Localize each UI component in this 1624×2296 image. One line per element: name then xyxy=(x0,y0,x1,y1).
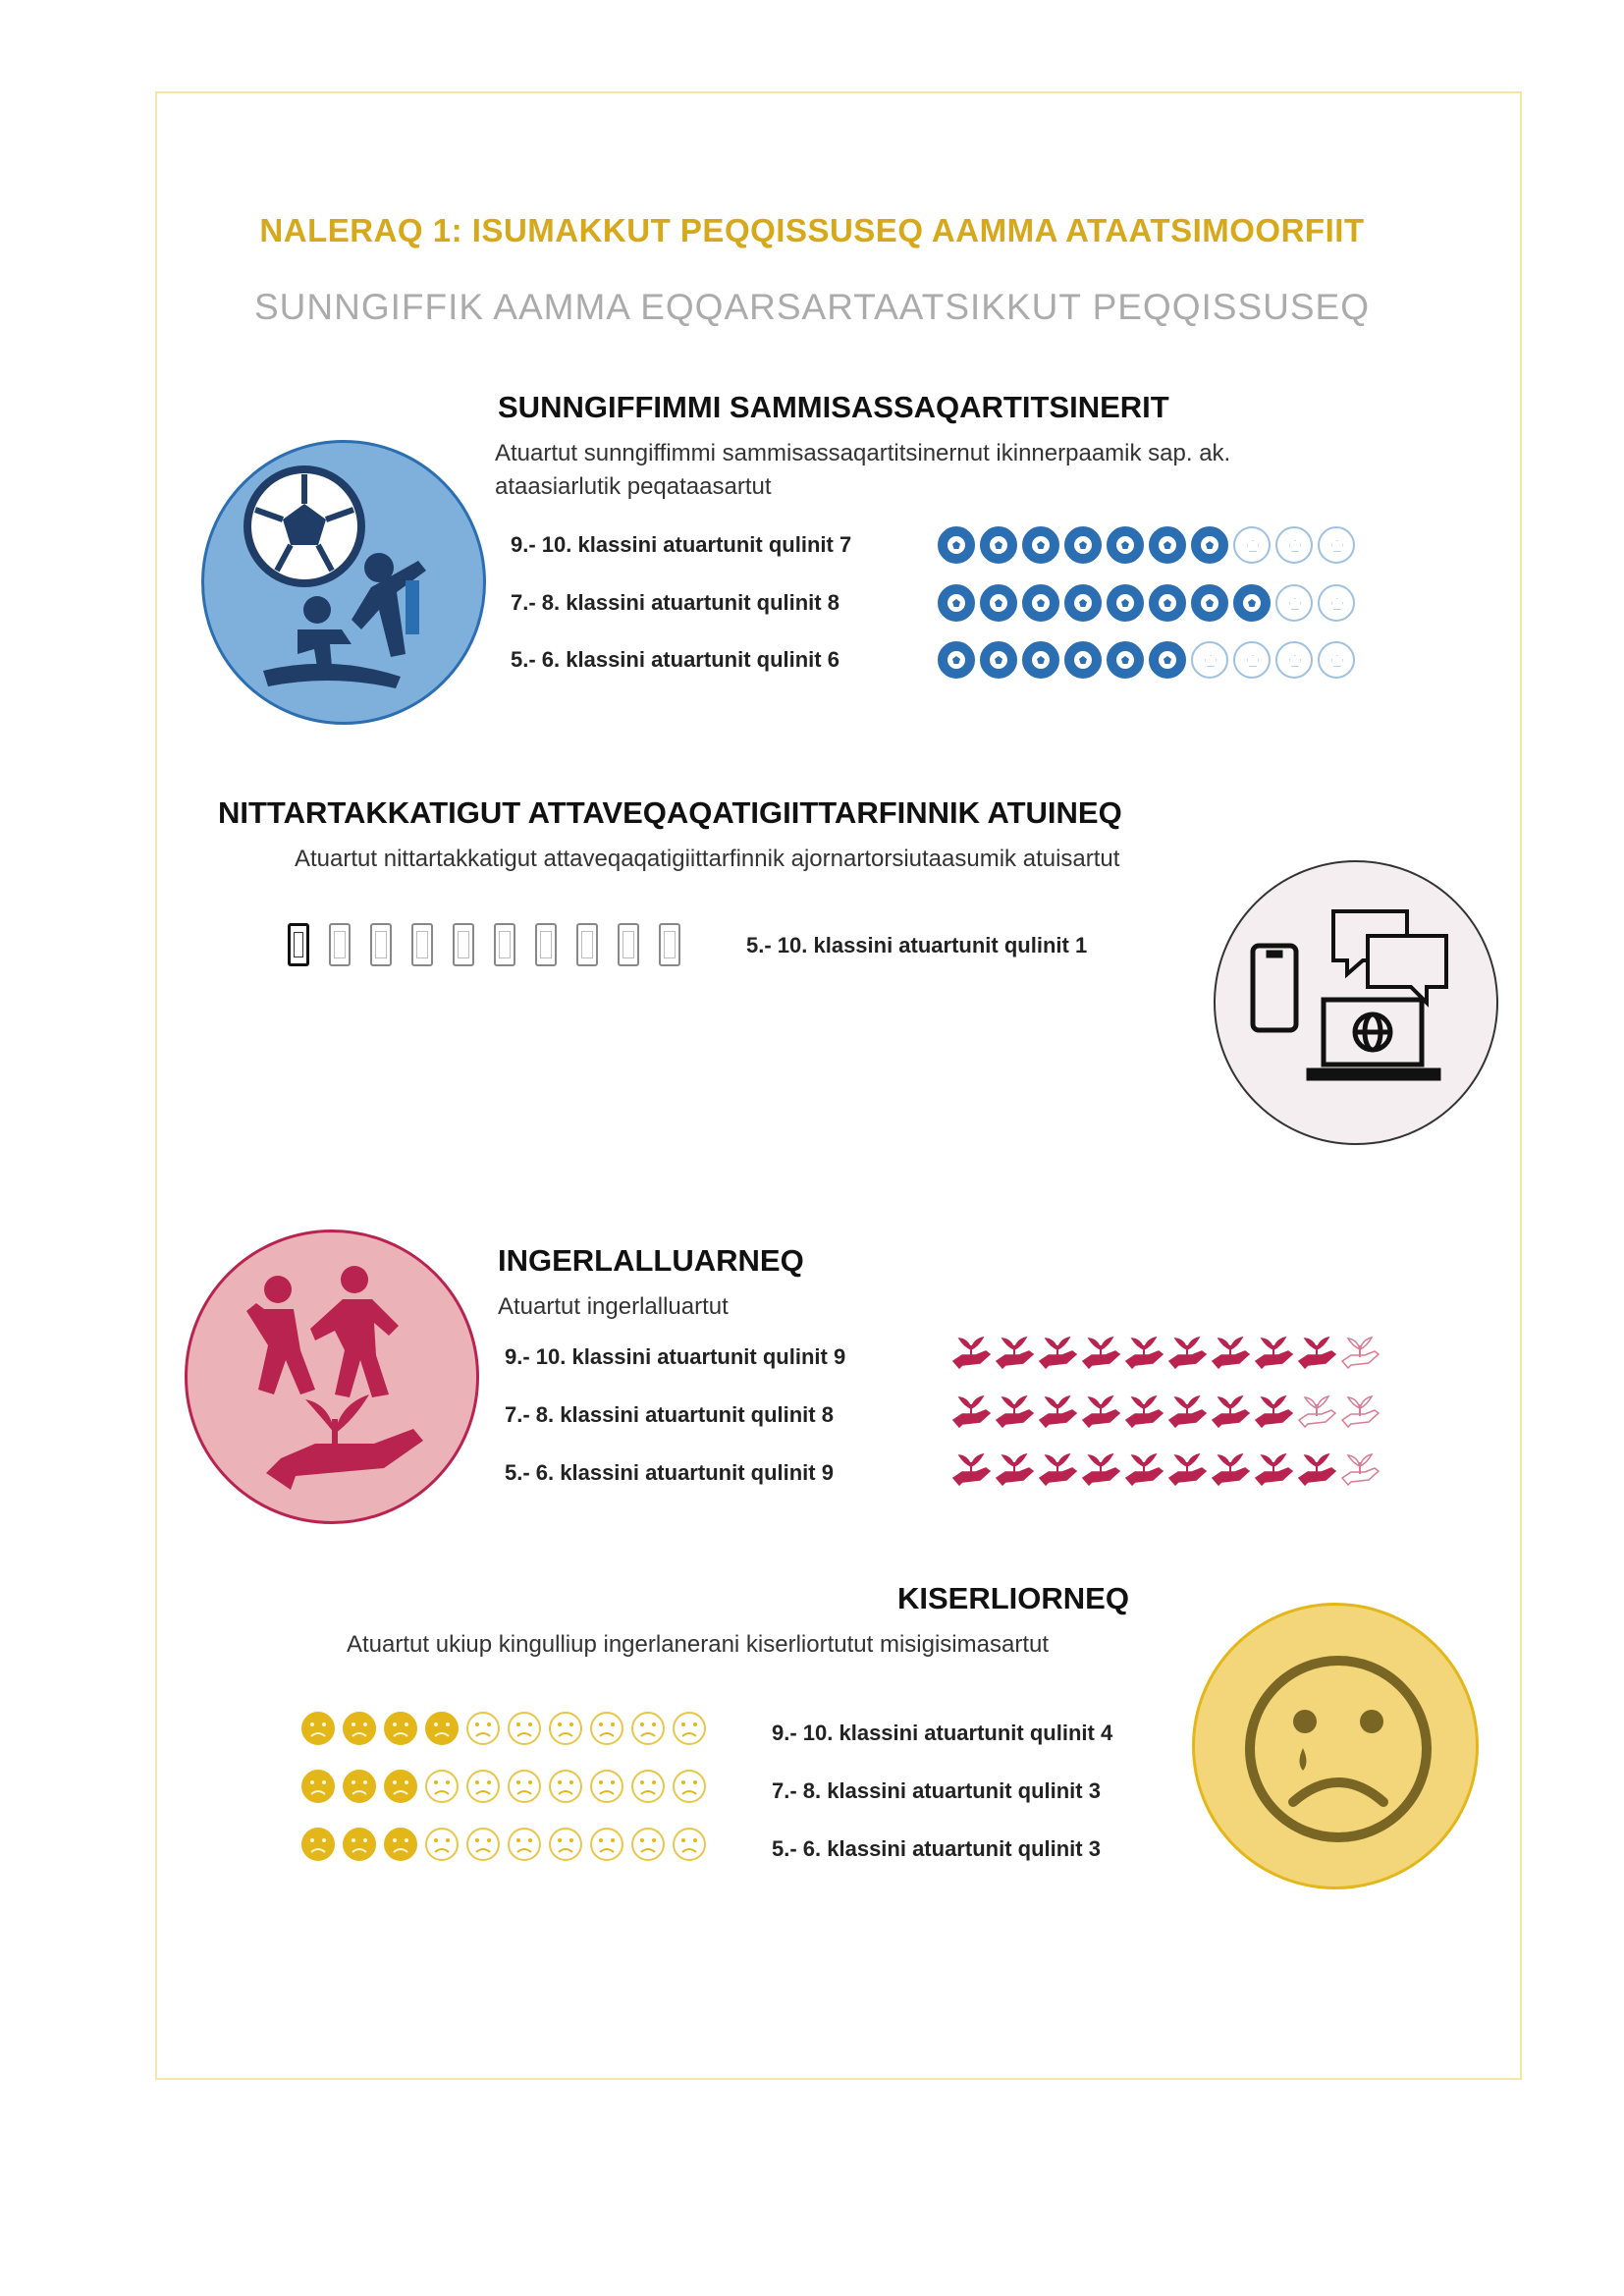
soccer-ball-icon-filled xyxy=(980,584,1017,622)
mobile-phone-icon xyxy=(1253,946,1296,1030)
phone-icon-empty xyxy=(370,923,392,966)
chat-bubbles-icon xyxy=(1333,911,1446,1003)
loneliness-description: Atuartut ukiup kingulliup ingerlanerani kiserliortutut misigisimasartut xyxy=(347,1631,1049,1658)
digital-illustration xyxy=(1214,860,1498,1145)
page-subtitle: SUNNGIFFIK AAMMA EQQARSARTAATSIKKUT PEQQISSUSEQ xyxy=(254,287,1370,327)
digital-description: Atuartut nittartakkatigut attaveqaqatigiittarfinnik ajornartorsiutaasumik atuisartut xyxy=(295,846,1120,872)
sad-face-icon-filled xyxy=(383,1769,418,1809)
hand-plant-icon-filled xyxy=(1210,1336,1251,1374)
sad-face-icon-filled xyxy=(300,1711,336,1751)
hand-plant-icon-empty xyxy=(1339,1394,1380,1433)
soccer-ball-icon-filled xyxy=(980,526,1017,564)
wellbeing-row-label: 7.- 8. klassini atuartunit qulinit 8 xyxy=(505,1402,834,1427)
soccer-ball-icon-filled xyxy=(1191,584,1228,622)
phone-icon-empty xyxy=(494,923,515,966)
hand-plant-icon-filled xyxy=(1037,1394,1078,1433)
soccer-ball-icon-filled xyxy=(938,641,975,679)
soccer-ball-icon-filled xyxy=(1107,641,1144,679)
hand-plant-icon-filled xyxy=(994,1394,1035,1433)
loneliness-illustration xyxy=(1192,1603,1479,1889)
sad-face-icon-filled xyxy=(383,1711,418,1751)
hand-plant-icon-empty xyxy=(1339,1452,1380,1491)
sad-face-icon-empty xyxy=(548,1711,583,1751)
wellbeing-icon-row xyxy=(950,1452,1380,1491)
soccer-ball-icon-empty xyxy=(1233,526,1271,564)
sad-face-icon-empty xyxy=(424,1769,460,1809)
hand-plant-icon-filled xyxy=(1037,1336,1078,1374)
sad-face-icon-filled xyxy=(300,1769,336,1809)
soccer-ball-icon-filled xyxy=(1233,584,1271,622)
wellbeing-row-label: 9.- 10. klassini atuartunit qulinit 9 xyxy=(505,1344,846,1369)
soccer-ball-icon-filled xyxy=(1149,641,1186,679)
soccer-ball-icon-empty xyxy=(1318,526,1355,564)
soccer-ball-icon-empty xyxy=(1318,641,1355,679)
sport-description: Atuartut sunngiffimmi sammisassaqartitsinernut ikinnerpaamik sap. ak. ataasiarlutik peqataasartut xyxy=(495,440,1231,500)
hand-plant-icon-empty xyxy=(1339,1336,1380,1374)
soccer-ball-icon-filled xyxy=(1149,584,1186,622)
hand-plant-icon-filled xyxy=(1166,1336,1208,1374)
sad-face-icon-filled xyxy=(383,1827,418,1867)
hand-plant-icon-filled xyxy=(1123,1336,1164,1374)
soccer-ball-icon-filled xyxy=(1064,584,1102,622)
sad-face-icon-filled xyxy=(342,1769,377,1809)
sad-face-icon-empty xyxy=(672,1769,707,1809)
sad-face-icon-empty xyxy=(548,1827,583,1867)
hand-plant-icon-filled xyxy=(1253,1336,1294,1374)
phone-icon-empty xyxy=(411,923,433,966)
sport-icon-row xyxy=(938,641,1355,679)
soccer-ball-icon-filled xyxy=(1022,641,1059,679)
soccer-ball-icon-filled xyxy=(938,526,975,564)
hand-plant-icon xyxy=(266,1394,423,1490)
sad-face-icon-empty xyxy=(465,1711,501,1751)
loneliness-row-label: 5.- 6. klassini atuartunit qulinit 3 xyxy=(772,1836,1101,1861)
soccer-ball-icon-empty xyxy=(1275,526,1313,564)
hand-plant-icon-filled xyxy=(1080,1452,1121,1491)
digital-row-label: 5.- 10. klassini atuartunit qulinit 1 xyxy=(746,933,1088,957)
sad-face-icon-empty xyxy=(507,1827,542,1867)
loneliness-heading: KISERLIORNEQ xyxy=(897,1581,1129,1615)
phone-icon-filled xyxy=(288,923,309,966)
sad-face-icon-filled xyxy=(342,1711,377,1751)
wellbeing-row-label: 5.- 6. klassini atuartunit qulinit 9 xyxy=(505,1460,834,1485)
hand-plant-icon-filled xyxy=(950,1336,992,1374)
hand-plant-icon-filled xyxy=(1210,1452,1251,1491)
hand-plant-icon-filled xyxy=(950,1394,992,1433)
soccer-ball-icon-empty xyxy=(1275,584,1313,622)
hand-plant-icon-filled xyxy=(1210,1394,1251,1433)
sad-face-icon-empty xyxy=(630,1711,666,1751)
sport-row-label: 7.- 8. klassini atuartunit qulinit 8 xyxy=(511,590,839,615)
hand-plant-icon-filled xyxy=(1123,1452,1164,1491)
sad-face-icon-empty xyxy=(548,1769,583,1809)
soccer-ball-icon-filled xyxy=(1191,526,1228,564)
wellbeing-description: Atuartut ingerlalluartut xyxy=(498,1293,729,1320)
sad-face-icon xyxy=(1250,1661,1427,1837)
sad-face-icon-empty xyxy=(589,1711,624,1751)
page-title: NALERAQ 1: ISUMAKKUT PEQQISSUSEQ AAMMA ATAATSIMOORFIIT xyxy=(259,212,1365,248)
hand-plant-icon-filled xyxy=(1037,1452,1078,1491)
soccer-ball-icon-filled xyxy=(1064,641,1102,679)
soccer-ball-icon-empty xyxy=(1318,584,1355,622)
soccer-ball-icon-filled xyxy=(980,641,1017,679)
hand-plant-icon-filled xyxy=(1253,1452,1294,1491)
phone-icon-empty xyxy=(576,923,598,966)
sad-face-icon-empty xyxy=(507,1711,542,1751)
loneliness-icon-row xyxy=(300,1827,707,1867)
soccer-ball-icon-filled xyxy=(1149,526,1186,564)
soccer-ball-icon-filled xyxy=(1107,584,1144,622)
loneliness-icon-row xyxy=(300,1769,707,1809)
sad-face-icon-empty xyxy=(672,1711,707,1751)
soccer-ball-icon-filled xyxy=(938,584,975,622)
sad-face-icon-filled xyxy=(300,1827,336,1867)
laptop-globe-icon xyxy=(1309,1000,1438,1078)
wellbeing-icon-row xyxy=(950,1336,1380,1374)
hand-plant-icon-filled xyxy=(1123,1394,1164,1433)
phone-icon-empty xyxy=(618,923,639,966)
sad-face-icon-empty xyxy=(589,1769,624,1809)
sad-face-icon-empty xyxy=(507,1769,542,1809)
sad-face-icon-filled xyxy=(424,1711,460,1751)
wellbeing-illustration xyxy=(185,1230,479,1524)
hand-plant-icon-filled xyxy=(950,1452,992,1491)
soccer-ball-icon-filled xyxy=(1022,584,1059,622)
digital-icon-row xyxy=(288,923,700,966)
hand-plant-icon-filled xyxy=(994,1452,1035,1491)
phone-icon-empty xyxy=(329,923,351,966)
loneliness-row-label: 7.- 8. klassini atuartunit qulinit 3 xyxy=(772,1778,1101,1803)
dancing-people-icon xyxy=(246,1266,399,1397)
hand-plant-icon-filled xyxy=(1166,1452,1208,1491)
soccer-ball-icon-empty xyxy=(1275,641,1313,679)
soccer-ball-icon-filled xyxy=(1064,526,1102,564)
soccer-ball-icon-empty xyxy=(1191,641,1228,679)
hand-plant-icon-filled xyxy=(1296,1452,1337,1491)
phone-icon-empty xyxy=(659,923,680,966)
sad-face-icon-empty xyxy=(465,1827,501,1867)
sport-icon-row xyxy=(938,526,1355,564)
hand-plant-icon-filled xyxy=(994,1336,1035,1374)
hand-plant-icon-filled xyxy=(1080,1394,1121,1433)
sport-row-label: 5.- 6. klassini atuartunit qulinit 6 xyxy=(511,647,839,672)
sport-row-label: 9.- 10. klassini atuartunit qulinit 7 xyxy=(511,532,852,557)
loneliness-icon-row xyxy=(300,1711,707,1751)
soccer-ball-icon-filled xyxy=(1107,526,1144,564)
kick-figure-icon xyxy=(352,553,426,657)
hand-plant-icon-empty xyxy=(1296,1394,1337,1433)
soccer-ball-icon xyxy=(247,469,361,583)
sad-face-icon-filled xyxy=(342,1827,377,1867)
sad-face-icon-empty xyxy=(424,1827,460,1867)
digital-heading: NITTARTAKKATIGUT ATTAVEQAQATIGIITTARFINNIK ATUINEQ xyxy=(218,795,1122,830)
soccer-ball-icon-empty xyxy=(1233,641,1271,679)
phone-icon-empty xyxy=(535,923,557,966)
soccer-ball-icon-filled xyxy=(1022,526,1059,564)
hand-plant-icon-filled xyxy=(1253,1394,1294,1433)
sad-face-icon-empty xyxy=(589,1827,624,1867)
sad-face-icon-empty xyxy=(630,1827,666,1867)
wellbeing-heading: INGERLALLUARNEQ xyxy=(498,1243,804,1278)
hand-plant-icon-filled xyxy=(1080,1336,1121,1374)
sport-illustration xyxy=(201,440,486,725)
sad-face-icon-empty xyxy=(465,1769,501,1809)
sport-heading: SUNNGIFFIMMI SAMMISASSAQARTITSINERIT xyxy=(498,390,1169,424)
sad-face-icon-empty xyxy=(672,1827,707,1867)
phone-icon-empty xyxy=(453,923,474,966)
sport-icon-row xyxy=(938,584,1355,622)
loneliness-row-label: 9.- 10. klassini atuartunit qulinit 4 xyxy=(772,1721,1113,1745)
hand-plant-icon-filled xyxy=(1166,1394,1208,1433)
wellbeing-icon-row xyxy=(950,1394,1380,1433)
hand-plant-icon-filled xyxy=(1296,1336,1337,1374)
sad-face-icon-empty xyxy=(630,1769,666,1809)
